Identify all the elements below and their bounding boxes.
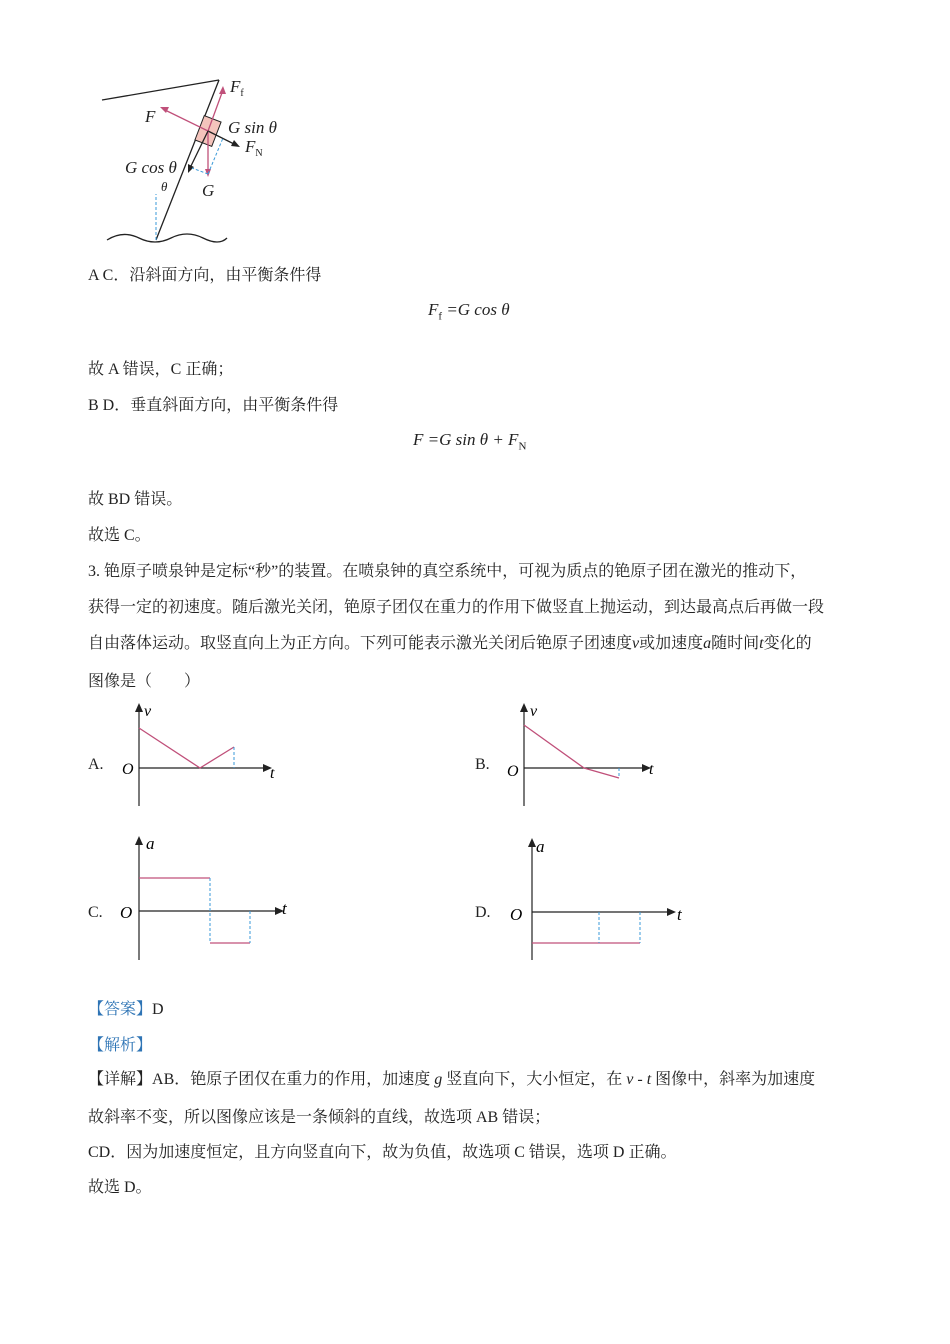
detail-line-3: CD．因为加速度恒定，且方向竖直向下，故为负值，故选项 C 错误，选项 D 正确。 — [88, 1144, 677, 1161]
option-c-graph — [112, 830, 302, 964]
q3-line-2: 获得一定的初速度。随后激光关闭，铯原子团仅在重力的作用下做竖直上抛运动，到达最高点后再做一段 — [88, 599, 825, 616]
bd-conclusion: 故 BD 错误。 — [88, 491, 183, 508]
q3-line-4: 图像是（ ） — [88, 673, 201, 690]
label-gcos: G cos θ — [125, 158, 177, 177]
option-d-xaxis: t — [677, 905, 682, 924]
option-b-xaxis: t — [649, 761, 654, 778]
option-b-graph — [497, 700, 677, 810]
q3-line-1: 3. 铯原子喷泉钟是定标“秒”的装置。在喷泉钟的真空系统中，可视为质点的铯原子团在激光的推动下， — [88, 563, 807, 580]
label-gsin: G sin θ — [228, 118, 277, 137]
option-a-yaxis: v — [144, 703, 152, 720]
option-c-label[interactable]: C. — [88, 904, 103, 921]
option-a-graph — [112, 700, 292, 810]
answer-tag: 【答案】 — [88, 1001, 153, 1018]
option-d-label[interactable]: D. — [475, 904, 491, 921]
final-answer: 故选 D。 — [88, 1179, 152, 1196]
label-g: G — [202, 181, 215, 200]
label-fn: $F_N$ — [245, 137, 263, 159]
option-b-yaxis: v — [530, 703, 538, 720]
option-d-yaxis: a — [536, 837, 545, 856]
label-f: F — [145, 107, 156, 126]
label-ff: $F_f$ — [230, 77, 244, 99]
ac-conclusion: 故 A 错误，C 正确； — [88, 361, 234, 378]
option-b-origin: O — [507, 763, 519, 780]
detail-line-2: 故斜率不变，所以图像应该是一条倾斜的直线，故选项 AB 错误； — [88, 1109, 551, 1126]
equation-2: F =G $\sin \theta + F_N$ — [413, 430, 527, 453]
option-c-origin: O — [120, 903, 133, 922]
answer-line — [88, 1000, 164, 1020]
option-b-label[interactable]: B. — [475, 756, 490, 773]
analysis-tag: 【解析】 — [88, 1037, 153, 1054]
option-a-origin: O — [122, 761, 134, 778]
q3-line-3: 自由落体运动。取竖直向上为正方向。下列可能表示激光关闭后铯原子团速度v或加速度a随时间t变化的 — [88, 635, 812, 652]
option-c-xaxis: t — [282, 899, 287, 918]
ac-line: A C．沿斜面方向，由平衡条件得 — [88, 267, 322, 284]
answer-value: D — [152, 1001, 164, 1018]
prev-final-answer: 故选 C。 — [88, 527, 151, 544]
detail-line-1: 【详解】AB．铯原子团仅在重力的作用，加速度 g 竖直向下，大小恒定，在 v - t 图像中，斜率为加速度 — [88, 1071, 816, 1088]
option-a-xaxis: t — [270, 765, 275, 782]
option-d-origin: O — [510, 905, 523, 924]
equation-1: $F_f =G$ cos θ — [428, 300, 510, 323]
bd-line: B D．垂直斜面方向，由平衡条件得 — [88, 397, 339, 414]
force-diagram — [95, 72, 295, 250]
option-a-label[interactable]: A. — [88, 756, 104, 773]
option-d-graph — [502, 832, 692, 964]
label-theta: θ — [161, 179, 168, 194]
option-c-yaxis: a — [146, 834, 155, 853]
